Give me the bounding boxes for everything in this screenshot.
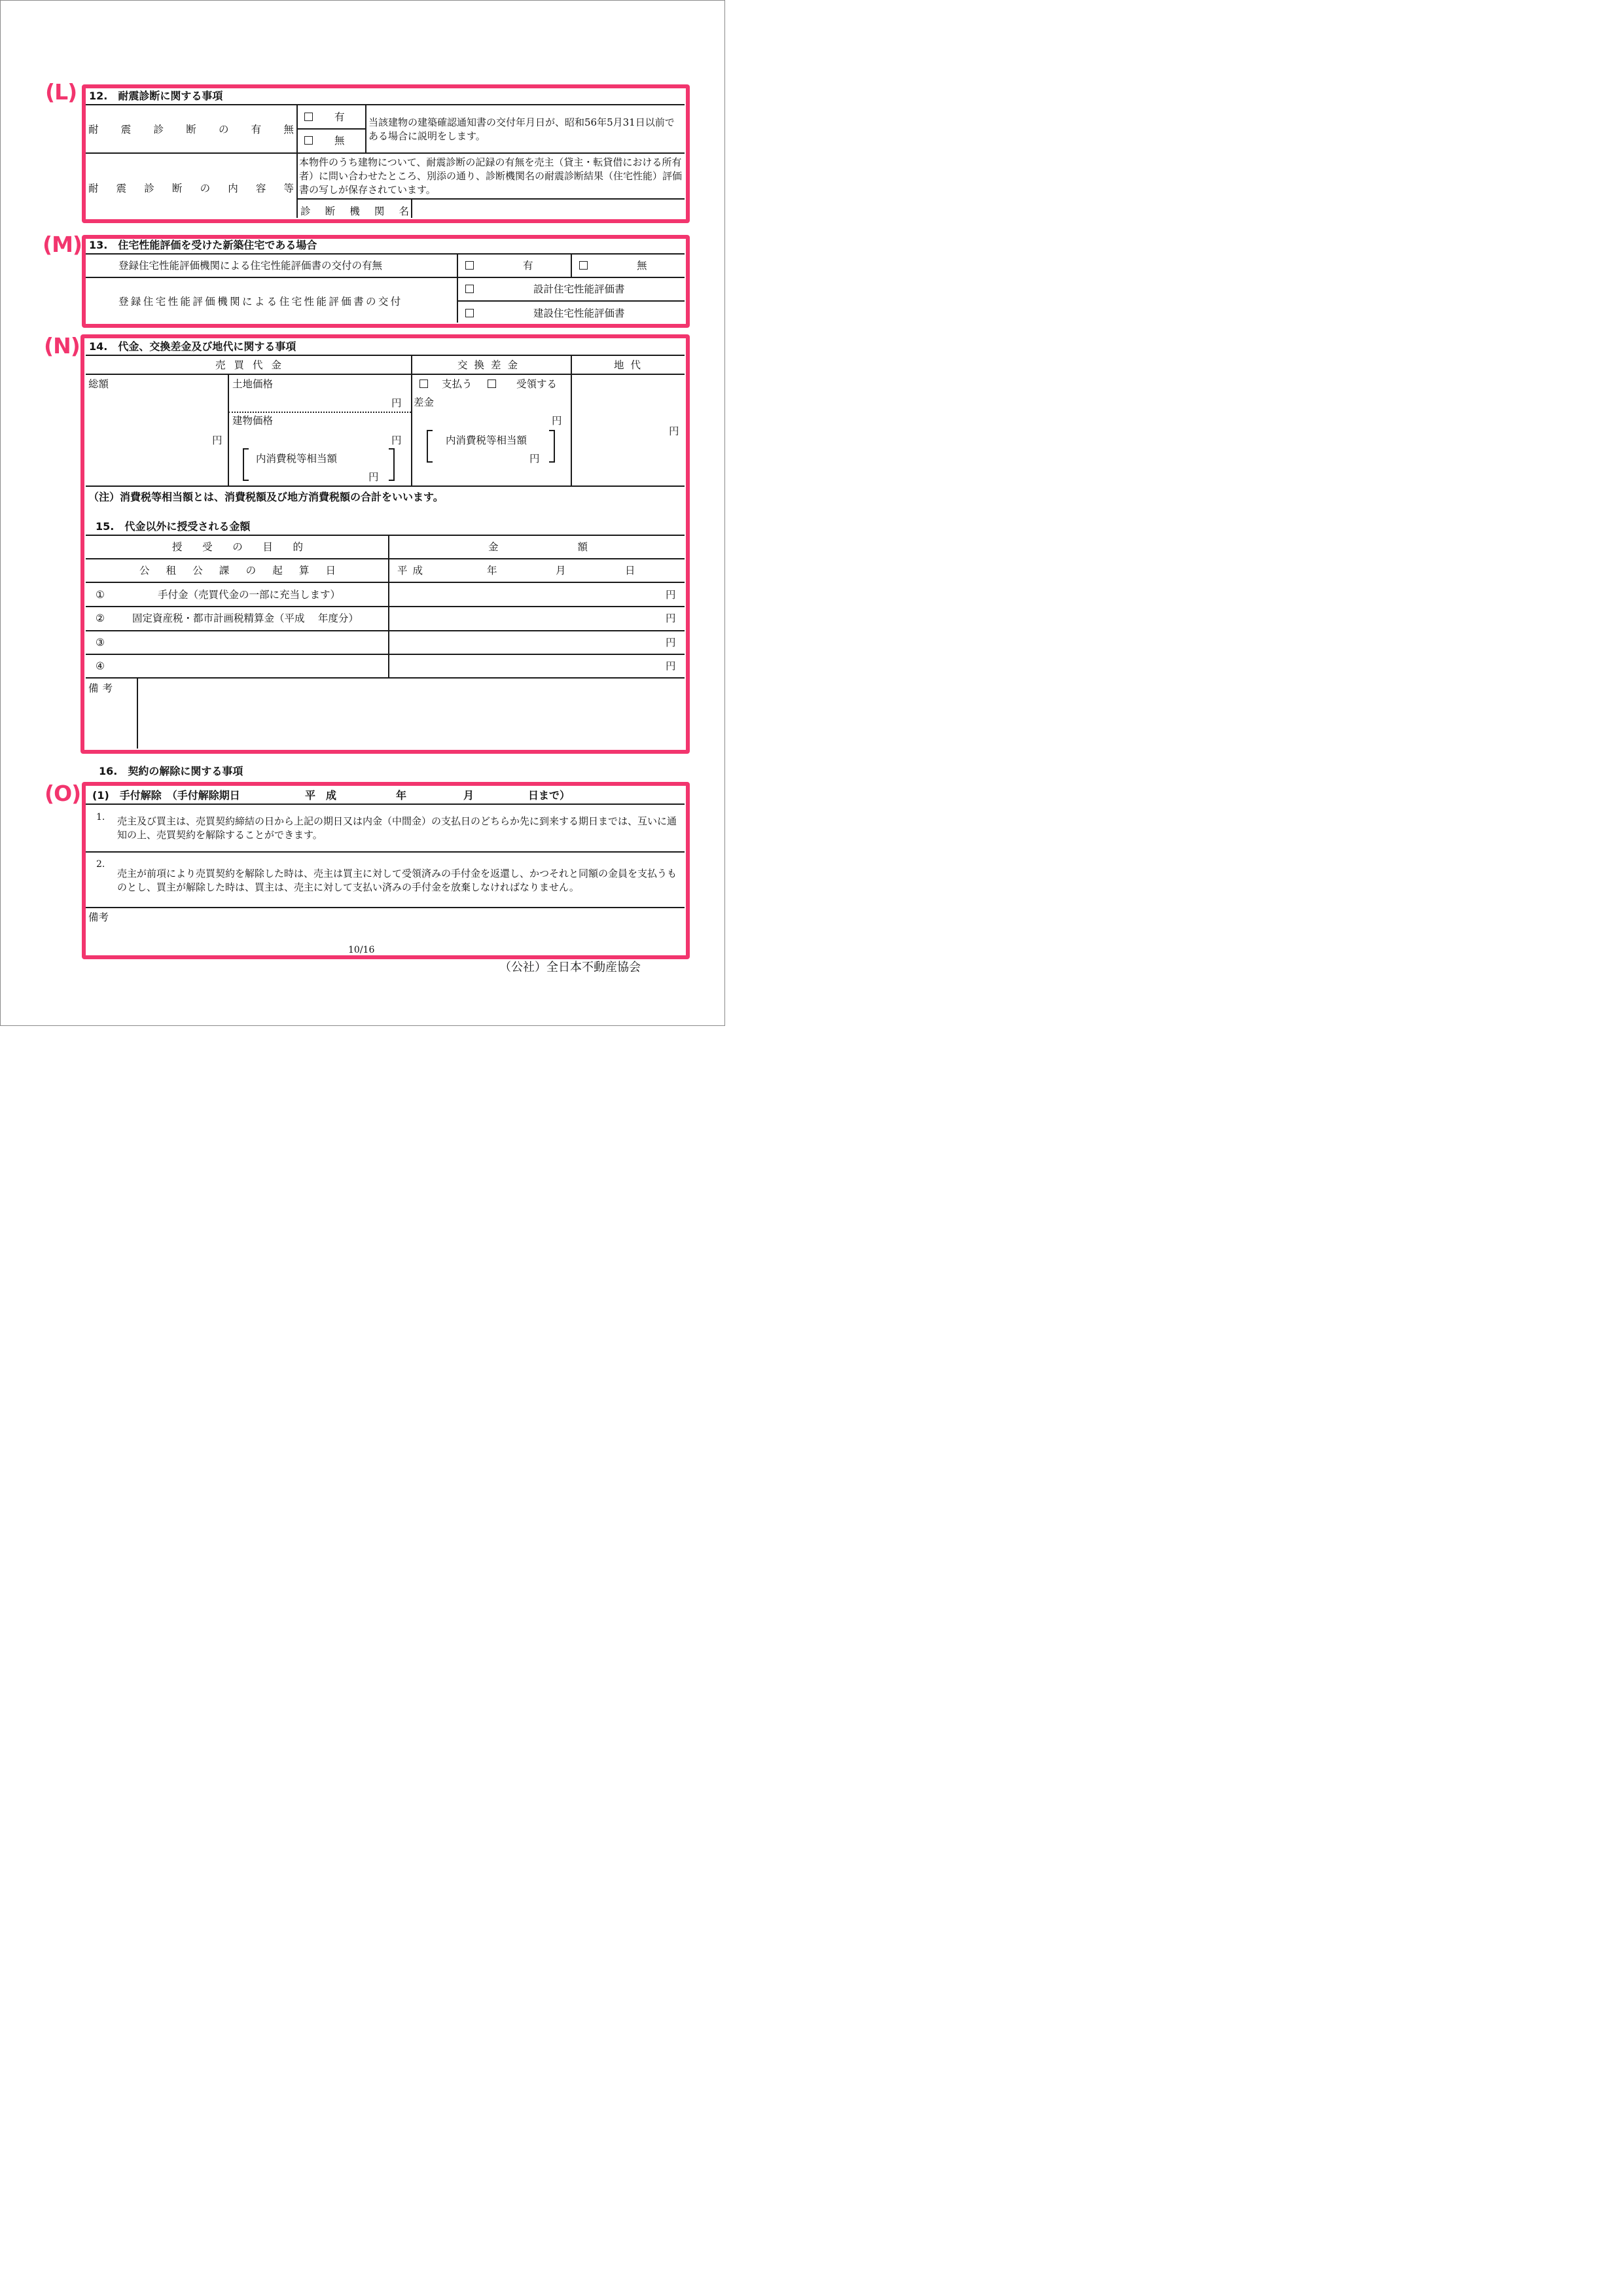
sec16-date-until: 日まで）	[528, 789, 571, 802]
sec12-row1-label: 耐 震 診 断 の 有 無	[88, 124, 294, 135]
sec14-col-price: 売買代金	[215, 359, 291, 371]
sec12-row2-text: 本物件のうち建物について、耐震診断の記録の有無を売主（貸主・転貸借における所有者）に問い合わせたところ、別添の通り、診断機関名の耐震診断結果（住宅性能）評価書の写しが保存されています。	[299, 156, 683, 196]
sec16-date-era: 平 成	[305, 789, 337, 802]
sec15-item-label: 固定資産税・都市計画税精算金（平成 年度分）	[132, 612, 359, 624]
rule	[411, 198, 412, 218]
rule	[457, 300, 685, 302]
checkbox[interactable]	[465, 261, 474, 270]
sec12-row1-note: 当該建物の建築確認通知書の交付年月日が、昭和56年5月31日以前である場合に説明をします。	[368, 116, 675, 142]
bracket-left	[243, 448, 249, 481]
section-label-o: (O)	[45, 781, 81, 806]
sec14-building-tax-yen: 円	[368, 471, 379, 483]
sec14-col-exchange: 交換差金	[457, 359, 525, 371]
sec13-title: 13. 住宅性能評価を受けた新築住宅である場合	[89, 239, 317, 251]
sec13-yes-option[interactable]	[465, 259, 533, 272]
section-label-n: (N)	[44, 333, 80, 359]
checkbox[interactable]	[304, 113, 313, 121]
rule	[86, 582, 685, 583]
rule	[411, 355, 412, 486]
checkbox[interactable]	[419, 380, 428, 388]
sec16-date-year: 年	[396, 789, 407, 802]
sec16-date-month: 月	[463, 789, 474, 802]
rule	[86, 104, 685, 105]
sec12-yes-option[interactable]	[304, 111, 344, 124]
bracket-left	[427, 430, 433, 463]
rule	[86, 851, 685, 853]
rule	[388, 535, 389, 678]
rule	[228, 374, 229, 486]
sec15-date-day: 日	[625, 565, 635, 576]
sec14-diff-yen: 円	[552, 415, 562, 427]
section-label-l: (L)	[45, 79, 77, 105]
sec13-yes-label: 有	[522, 260, 533, 272]
sec16-clause-text: 売主及び買主は、売買契約締結の日から上記の期日又は内金（中間金）の支払日のどちらか先に到来する期日までは、互いに通知の上、売買契約を解除することができます。	[117, 815, 677, 841]
sec14-land-label: 土地価格	[232, 378, 274, 390]
sec14-total-label: 総額	[88, 378, 109, 390]
rule	[86, 355, 685, 356]
sec15-item-yen: 円	[666, 612, 676, 624]
sec14-diff-tax-yen: 円	[529, 453, 540, 465]
document-page	[0, 0, 725, 1026]
sec14-receive-label: 受領する	[516, 378, 557, 390]
sec15-date-era: 平成	[397, 565, 429, 576]
sec13-no-label: 無	[636, 260, 647, 272]
sec13-no-option[interactable]	[579, 259, 647, 272]
bracket-right	[389, 448, 395, 481]
sec14-note: （注）消費税等相当額とは、消費税額及び地方消費税額の合計をいいます。	[88, 491, 444, 503]
section-label-m: (M)	[43, 232, 82, 257]
rule	[86, 374, 685, 375]
rule	[296, 128, 366, 130]
sec14-diff-tax-label: 内消費税等相当額	[446, 434, 527, 446]
sec13-construction-option[interactable]	[465, 307, 624, 320]
sec13-row1-label: 登録住宅性能評価機関による住宅性能評価書の交付の有無	[118, 260, 383, 272]
checkbox[interactable]	[488, 380, 496, 388]
checkbox[interactable]	[579, 261, 588, 270]
sec15-item-yen: 円	[666, 637, 676, 648]
rule	[296, 198, 685, 200]
sec14-receive-option[interactable]	[488, 378, 557, 391]
rule	[86, 654, 685, 655]
page-number: 10/16	[348, 945, 375, 955]
sec13-construction-label: 建設住宅性能評価書	[533, 308, 625, 319]
rule	[86, 804, 685, 805]
sec13-design-option[interactable]	[465, 283, 624, 296]
rule	[86, 486, 685, 487]
sec15-item-num: ④	[96, 660, 105, 672]
rule	[137, 677, 138, 749]
sec14-building-yen: 円	[391, 434, 402, 446]
sec15-remarks-label: 備考	[88, 682, 117, 694]
sec12-no-option[interactable]	[304, 134, 344, 147]
sec14-pay-option[interactable]	[419, 378, 472, 391]
sec15-item-num: ①	[96, 589, 105, 601]
rule	[86, 152, 685, 154]
sec13-design-label: 設計住宅性能評価書	[533, 283, 625, 295]
sec15-col-amount: 金 額	[488, 541, 588, 553]
sec15-item-yen: 円	[666, 589, 676, 601]
rule	[457, 253, 458, 323]
checkbox[interactable]	[465, 285, 474, 293]
sec12-title: 12. 耐震診断に関する事項	[89, 90, 223, 102]
sec15-col-purpose: 授 受 の 目 的	[172, 541, 303, 553]
rule	[86, 277, 685, 278]
sec15-item-yen: 円	[666, 660, 676, 672]
sec14-pay-label: 支払う	[441, 378, 473, 390]
sec15-date-month: 月	[556, 565, 566, 576]
sec16-subtitle: (1) 手付解除 （手付解除期日	[92, 789, 240, 802]
sec12-yes-label: 有	[334, 111, 345, 123]
rule	[86, 606, 685, 607]
rule	[86, 677, 685, 679]
rule	[86, 630, 685, 631]
footer-association: （公社）全日本不動産協会	[499, 961, 641, 974]
sec13-row2-label: 登録住宅性能評価機関による住宅性能評価書の交付	[118, 296, 403, 308]
checkbox[interactable]	[465, 309, 474, 317]
sec14-title: 14. 代金、交換差金及び地代に関する事項	[89, 340, 296, 353]
checkbox[interactable]	[304, 136, 313, 145]
sec16-remarks-label: 備考	[88, 911, 109, 923]
sec14-building-label: 建物価格	[232, 415, 274, 427]
rule	[571, 253, 572, 277]
sec14-total-yen: 円	[212, 434, 223, 446]
sec15-item-num: ③	[96, 637, 105, 648]
sec15-start-date-label: 公 租 公 課 の 起 算 日	[139, 565, 336, 576]
rule	[571, 355, 572, 486]
sec16-clause-num: 1.	[96, 812, 105, 822]
sec15-title: 15. 代金以外に授受される金額	[96, 520, 251, 533]
sec12-no-label: 無	[334, 135, 345, 147]
sec15-item-num: ②	[96, 612, 105, 624]
sec12-agency-label: 診 断 機 関 名	[300, 205, 409, 217]
rule	[86, 253, 685, 255]
sec14-col-rent: 地代	[614, 359, 648, 371]
sec16-clause-text: 売主が前項により売買契約を解除した時は、売主は買主に対して受領済みの手付金を返還し、かつそれと同額の金員を支払うものとし、買主が解除した時は、買主は、売主に対して支払い済みの手付金を放棄しなければなりません。	[117, 868, 677, 893]
sec14-diff-label: 差金	[414, 397, 435, 408]
sec14-building-tax-label: 内消費税等相当額	[256, 453, 338, 465]
sec14-rent-yen: 円	[669, 425, 679, 437]
rule	[86, 907, 685, 908]
bracket-right	[549, 430, 555, 463]
rule	[86, 535, 685, 536]
sec14-land-yen: 円	[391, 397, 402, 409]
rule	[228, 412, 411, 413]
rule	[86, 558, 685, 559]
sec16-title: 16. 契約の解除に関する事項	[99, 765, 243, 777]
sec15-date-year: 年	[487, 565, 497, 576]
sec12-row2-label: 耐 震 診 断 の 内 容 等	[88, 183, 294, 194]
sec16-clause-num: 2.	[96, 859, 105, 870]
rule	[296, 104, 298, 218]
sec15-item-label: 手付金（売買代金の一部に充当します）	[158, 589, 341, 601]
